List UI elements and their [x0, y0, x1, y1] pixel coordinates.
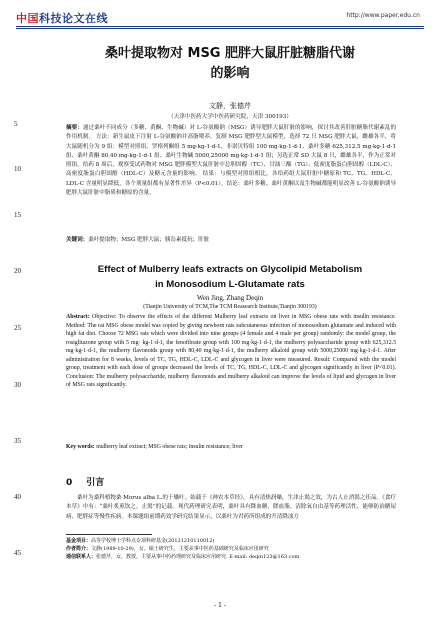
footnote-author-bio: [66, 545, 396, 553]
section-title: 引言: [86, 478, 105, 488]
logo-red-text: 中国: [16, 12, 39, 25]
cn-abstract: [66, 124, 396, 198]
footnote-label: 通信联系人：: [66, 554, 97, 561]
cn-title: [60, 44, 400, 84]
site-logo[interactable]: [16, 10, 108, 26]
footnotes: [66, 537, 396, 562]
en-title-line1: Effect of Mulberry leafs extracts on Glycolipid Metabolism: [97, 264, 363, 275]
line-number: 35: [14, 437, 21, 445]
site-url[interactable]: http://www.paper.edu.cn: [346, 12, 420, 19]
footnote-label: 作者简介：: [66, 546, 92, 553]
cn-affiliation: （天津中医药大学中医药研究院，天津 300193）: [168, 114, 292, 120]
en-abstract: [66, 313, 396, 390]
cn-abstract-text: 通过桑叶不同成分（多糖、黄酮、生物碱）对 L-谷氨酸钠（MSG）诱导肥胖大鼠肝脏的影响，探讨其改善肝脏糖脂代谢紊乱的作用机制。 方法：新生鼠皮下注射 L-谷氨酸钠并高脂喂养，复制 MSG 肥胖型大鼠模型，选择 72 只 MSG 肥胖大鼠，雌雄各半，将大鼠随机分为 9 组：模型对照组、罗格列酮组 5 mg·kg-1·d-1、非诺贝特组 100 mg·kg-1·d-1、桑叶多糖 625,312.5 mg·kg-1·d-1 组、桑叶黄酮 80,40 mg·kg-1·d-1 组、桑叶生物碱 5000,25000 mg·kg-1·d-1 组；另选正常 SD 大鼠 8 只，雌雄各半，作为正常对照组，给药 8 周后，观察受试药物对 MSG 肥胖模型大鼠肝脏中总胆固醇（TC）、甘油三酯（TG）、低密度脂蛋白胆固醇（LDL-C）、高密度脂蛋白胆固醇（HDL-C）及糖元含量的影响。 结果：与模型对照组相比，各给药组大鼠肝脏中糖原和 TC、TG、HDL-C、LDL-C 含量明显降低，各个剂量组都有显著性差异（P<0.01）。结论：桑叶多糖、桑叶黄酮以及生物碱都能明显改善 L-谷氨酸钠诱导肥胖大鼠肝脏中脂质和糖原的含量。: [66, 125, 397, 197]
cn-keywords-label: 关键词：: [66, 237, 89, 243]
footnote-contact: [66, 553, 396, 561]
line-number: 45: [14, 549, 21, 557]
line-number: 25: [14, 324, 21, 332]
cn-keywords-text: 桑叶提取物；MSG 肥胖大鼠；胰岛素抵抗；肝脏: [88, 237, 210, 243]
page-number: - 1 -: [214, 602, 226, 609]
line-number: 30: [14, 381, 21, 389]
en-keywords: [66, 443, 396, 451]
page-header: [0, 0, 440, 28]
footnote-text: 高等学校博士学科点专项科研基金(20121210110012): [91, 538, 215, 544]
en-authors: Wen Jing, Zhang Deqin: [196, 294, 264, 302]
header-rule-thin: [16, 28, 424, 29]
footnote-rule: [66, 534, 152, 535]
footnote-funding: [66, 537, 396, 545]
line-number: 5: [14, 120, 18, 128]
en-keywords-label: Key words:: [66, 444, 95, 450]
intro-paragraph: 桑叶为桑科植物桑 Morus alba L.的干燥叶。始载于《神农本草经》，具有清热润燥，生津止渴之效，为古人止消渴之佳品。《食疗本草》中有：“桑叶炙煎饮之，止渴”的记载。现代药理研究表明，桑叶具有降血糖、降血脂、清除氧自由基等药理活性，能够防治糖尿病、肥胖症等慢性疾病。本课题组前期药效学研究结果显示，以桑叶为君药所组成的升清降浊方: [66, 495, 396, 520]
footnote-text: 张德芹，女，教授，主要从事中药药理研究及临床应用研究. E-mail: deqin123@163.com: [96, 554, 300, 561]
footnote-label: 基金项目：: [66, 538, 92, 544]
header-rule: [16, 26, 424, 27]
footnote-text: 文静(1989-10-29)，女，硕士研究生，主要从事中医药基础研究及临床应用研究: [91, 546, 269, 553]
en-title-line2: in Monosodium L-Glutamate rats: [155, 279, 305, 290]
logo-blue-text: 科技论文在线: [39, 12, 108, 25]
cn-authors: 文静，张德芹: [209, 102, 251, 110]
cn-keywords: [66, 236, 396, 245]
en-keywords-text: mulberry leaf extract; MSG obese rats; insulin resistance; liver: [96, 444, 243, 450]
en-title: [46, 262, 414, 292]
en-abstract-label: Abstract:: [66, 314, 90, 320]
line-number: 10: [14, 165, 21, 173]
line-number: 20: [14, 267, 21, 275]
cn-title-line2: 的影响: [210, 66, 250, 81]
cn-abstract-label: 摘要：: [66, 125, 83, 131]
line-number: 15: [14, 211, 21, 219]
line-number: 40: [14, 493, 21, 501]
cn-title-line1: 桑叶提取物对 MSG 肥胖大鼠肝脏糖脂代谢: [104, 46, 356, 61]
section-number: 0: [66, 478, 73, 488]
section-heading: [66, 475, 104, 488]
en-affiliation: (Tianjin University of TCM,The TCM Reasearch Institute,Tianjin 300193): [143, 304, 317, 310]
en-abstract-text: Objective: To observe the effects of the different Mulberry leaf extracts on liver in MSG obese rats with insulin resistance. Method: The rat MSG obese model was copied by giving newborn rats subcutaneous infection of monosodium glutamate and induced with high fat diet. Choose 72 MSG rats which were divided into nine groups (4 female and 4 male per group) randomly: the model group, the rosiglitazone group with 5 mg· kg-1·d-1, the fenofibrate group with 100 mg·kg-1·d-1, the mulberry polysaccharide group with 625,312.5 mg·kg-1·d-1, the mulberry flavonoids group with 80,40 mg·kg-1·d-1, the mulberry alkaloid group with 5000,25000 mg·kg-1·d-1. After administration for 8 weeks, levels of TC, TG, HDL-C, LDL-C and glycogen in liver were measured. Result: Compared with the model group, treatment with each dose of groups decreased the levels of TC, TG, HDL-C, LDL-C and glycogen significantly in liver (P<0.01). Conclusion: The mulberry polysaccharide, mulberry flavonoids and mulberry alkaloid can improve the levels of lipid and glycogen in liver of MSG rats significantly.: [66, 314, 396, 388]
